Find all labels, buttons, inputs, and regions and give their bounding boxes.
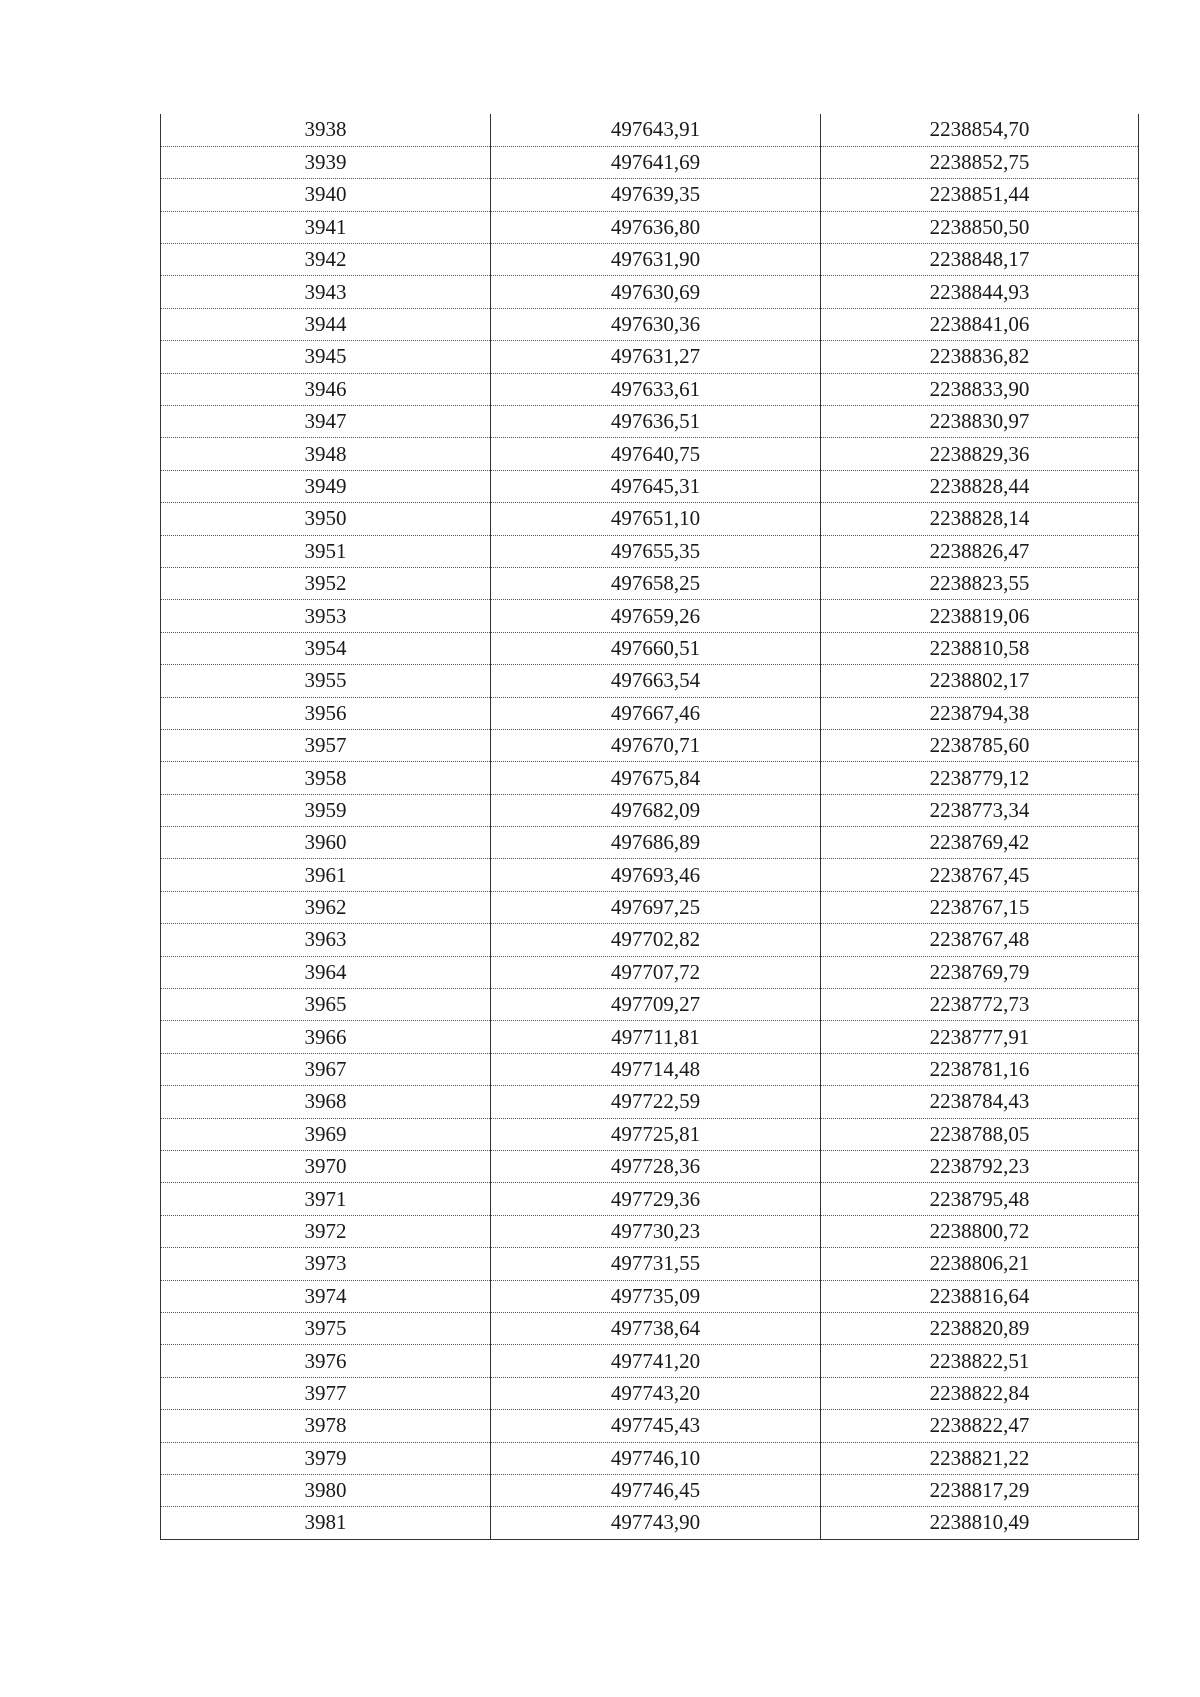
y-coordinate-cell: 2238817,29 [821, 1474, 1139, 1506]
table-row [161, 1345, 1139, 1377]
x-coordinate-cell: 497633,61 [491, 373, 821, 405]
table-row [161, 535, 1139, 567]
x-coordinate-cell: 497658,25 [491, 567, 821, 599]
point-number-cell: 3942 [161, 244, 491, 276]
y-coordinate-cell: 2238788,05 [821, 1118, 1139, 1150]
x-coordinate-cell: 497682,09 [491, 794, 821, 826]
x-coordinate-cell: 497735,09 [491, 1280, 821, 1312]
table-row [161, 1410, 1139, 1442]
point-number-cell: 3950 [161, 503, 491, 535]
point-number-cell: 3953 [161, 600, 491, 632]
point-number-cell: 3970 [161, 1151, 491, 1183]
point-number-cell: 3959 [161, 794, 491, 826]
point-number-cell: 3944 [161, 308, 491, 340]
table-row [161, 891, 1139, 923]
x-coordinate-cell: 497746,45 [491, 1474, 821, 1506]
point-number-cell: 3981 [161, 1507, 491, 1539]
table-row [161, 956, 1139, 988]
table-row [161, 600, 1139, 632]
x-coordinate-cell: 497745,43 [491, 1410, 821, 1442]
x-coordinate-cell: 497725,81 [491, 1118, 821, 1150]
y-coordinate-cell: 2238854,70 [821, 114, 1139, 146]
y-coordinate-cell: 2238784,43 [821, 1086, 1139, 1118]
x-coordinate-cell: 497743,20 [491, 1377, 821, 1409]
y-coordinate-cell: 2238773,34 [821, 794, 1139, 826]
point-number-cell: 3947 [161, 406, 491, 438]
table-row [161, 211, 1139, 243]
coordinates-table-body [161, 114, 1139, 1539]
x-coordinate-cell: 497630,69 [491, 276, 821, 308]
point-number-cell: 3943 [161, 276, 491, 308]
x-coordinate-cell: 497667,46 [491, 697, 821, 729]
y-coordinate-cell: 2238816,64 [821, 1280, 1139, 1312]
table-row [161, 341, 1139, 373]
table-row [161, 567, 1139, 599]
point-number-cell: 3941 [161, 211, 491, 243]
point-number-cell: 3973 [161, 1248, 491, 1280]
table-row [161, 924, 1139, 956]
y-coordinate-cell: 2238781,16 [821, 1053, 1139, 1085]
y-coordinate-cell: 2238841,06 [821, 308, 1139, 340]
table-row [161, 244, 1139, 276]
y-coordinate-cell: 2238820,89 [821, 1312, 1139, 1344]
x-coordinate-cell: 497630,36 [491, 308, 821, 340]
x-coordinate-cell: 497651,10 [491, 503, 821, 535]
point-number-cell: 3955 [161, 665, 491, 697]
point-number-cell: 3971 [161, 1183, 491, 1215]
table-row [161, 1053, 1139, 1085]
point-number-cell: 3972 [161, 1215, 491, 1247]
y-coordinate-cell: 2238800,72 [821, 1215, 1139, 1247]
table-row [161, 1507, 1139, 1539]
table-row [161, 406, 1139, 438]
y-coordinate-cell: 2238795,48 [821, 1183, 1139, 1215]
table-row [161, 729, 1139, 761]
y-coordinate-cell: 2238822,47 [821, 1410, 1139, 1442]
x-coordinate-cell: 497714,48 [491, 1053, 821, 1085]
table-row [161, 1183, 1139, 1215]
table-row [161, 276, 1139, 308]
x-coordinate-cell: 497641,69 [491, 146, 821, 178]
y-coordinate-cell: 2238792,23 [821, 1151, 1139, 1183]
point-number-cell: 3946 [161, 373, 491, 405]
point-number-cell: 3979 [161, 1442, 491, 1474]
x-coordinate-cell: 497655,35 [491, 535, 821, 567]
point-number-cell: 3957 [161, 729, 491, 761]
point-number-cell: 3949 [161, 470, 491, 502]
point-number-cell: 3966 [161, 1021, 491, 1053]
point-number-cell: 3939 [161, 146, 491, 178]
x-coordinate-cell: 497743,90 [491, 1507, 821, 1539]
point-number-cell: 3969 [161, 1118, 491, 1150]
x-coordinate-cell: 497645,31 [491, 470, 821, 502]
x-coordinate-cell: 497697,25 [491, 891, 821, 923]
y-coordinate-cell: 2238833,90 [821, 373, 1139, 405]
y-coordinate-cell: 2238828,44 [821, 470, 1139, 502]
table-row [161, 1151, 1139, 1183]
x-coordinate-cell: 497729,36 [491, 1183, 821, 1215]
x-coordinate-cell: 497731,55 [491, 1248, 821, 1280]
y-coordinate-cell: 2238806,21 [821, 1248, 1139, 1280]
y-coordinate-cell: 2238844,93 [821, 276, 1139, 308]
x-coordinate-cell: 497730,23 [491, 1215, 821, 1247]
x-coordinate-cell: 497707,72 [491, 956, 821, 988]
table-row [161, 1442, 1139, 1474]
y-coordinate-cell: 2238777,91 [821, 1021, 1139, 1053]
x-coordinate-cell: 497746,10 [491, 1442, 821, 1474]
y-coordinate-cell: 2238826,47 [821, 535, 1139, 567]
x-coordinate-cell: 497702,82 [491, 924, 821, 956]
x-coordinate-cell: 497636,51 [491, 406, 821, 438]
y-coordinate-cell: 2238836,82 [821, 341, 1139, 373]
point-number-cell: 3980 [161, 1474, 491, 1506]
x-coordinate-cell: 497660,51 [491, 632, 821, 664]
y-coordinate-cell: 2238769,79 [821, 956, 1139, 988]
x-coordinate-cell: 497722,59 [491, 1086, 821, 1118]
point-number-cell: 3976 [161, 1345, 491, 1377]
point-number-cell: 3965 [161, 989, 491, 1021]
table-row [161, 114, 1139, 146]
table-row [161, 762, 1139, 794]
y-coordinate-cell: 2238823,55 [821, 567, 1139, 599]
point-number-cell: 3962 [161, 891, 491, 923]
x-coordinate-cell: 497728,36 [491, 1151, 821, 1183]
y-coordinate-cell: 2238810,49 [821, 1507, 1139, 1539]
x-coordinate-cell: 497631,27 [491, 341, 821, 373]
table-row [161, 794, 1139, 826]
point-number-cell: 3964 [161, 956, 491, 988]
x-coordinate-cell: 497709,27 [491, 989, 821, 1021]
x-coordinate-cell: 497640,75 [491, 438, 821, 470]
y-coordinate-cell: 2238829,36 [821, 438, 1139, 470]
table-row [161, 1312, 1139, 1344]
table-row [161, 308, 1139, 340]
point-number-cell: 3940 [161, 179, 491, 211]
y-coordinate-cell: 2238810,58 [821, 632, 1139, 664]
table-row [161, 470, 1139, 502]
y-coordinate-cell: 2238822,51 [821, 1345, 1139, 1377]
table-row [161, 1118, 1139, 1150]
table-row [161, 438, 1139, 470]
y-coordinate-cell: 2238850,50 [821, 211, 1139, 243]
table-row [161, 859, 1139, 891]
y-coordinate-cell: 2238848,17 [821, 244, 1139, 276]
table-row [161, 697, 1139, 729]
x-coordinate-cell: 497631,90 [491, 244, 821, 276]
point-number-cell: 3975 [161, 1312, 491, 1344]
table-row [161, 373, 1139, 405]
point-number-cell: 3977 [161, 1377, 491, 1409]
point-number-cell: 3960 [161, 827, 491, 859]
table-row [161, 146, 1139, 178]
y-coordinate-cell: 2238851,44 [821, 179, 1139, 211]
point-number-cell: 3952 [161, 567, 491, 599]
y-coordinate-cell: 2238785,60 [821, 729, 1139, 761]
y-coordinate-cell: 2238821,22 [821, 1442, 1139, 1474]
point-number-cell: 3961 [161, 859, 491, 891]
point-number-cell: 3974 [161, 1280, 491, 1312]
table-row [161, 1086, 1139, 1118]
x-coordinate-cell: 497711,81 [491, 1021, 821, 1053]
point-number-cell: 3948 [161, 438, 491, 470]
point-number-cell: 3958 [161, 762, 491, 794]
table-row [161, 1021, 1139, 1053]
point-number-cell: 3956 [161, 697, 491, 729]
x-coordinate-cell: 497659,26 [491, 600, 821, 632]
x-coordinate-cell: 497675,84 [491, 762, 821, 794]
table-row [161, 827, 1139, 859]
y-coordinate-cell: 2238830,97 [821, 406, 1139, 438]
table-row [161, 665, 1139, 697]
table-row [161, 1215, 1139, 1247]
x-coordinate-cell: 497741,20 [491, 1345, 821, 1377]
x-coordinate-cell: 497643,91 [491, 114, 821, 146]
x-coordinate-cell: 497663,54 [491, 665, 821, 697]
table-row [161, 1280, 1139, 1312]
y-coordinate-cell: 2238819,06 [821, 600, 1139, 632]
y-coordinate-cell: 2238779,12 [821, 762, 1139, 794]
point-number-cell: 3967 [161, 1053, 491, 1085]
point-number-cell: 3968 [161, 1086, 491, 1118]
y-coordinate-cell: 2238767,15 [821, 891, 1139, 923]
y-coordinate-cell: 2238772,73 [821, 989, 1139, 1021]
coordinates-table [160, 114, 1139, 1540]
y-coordinate-cell: 2238769,42 [821, 827, 1139, 859]
y-coordinate-cell: 2238802,17 [821, 665, 1139, 697]
table-row [161, 989, 1139, 1021]
table-row [161, 1377, 1139, 1409]
table-row [161, 1474, 1139, 1506]
x-coordinate-cell: 497686,89 [491, 827, 821, 859]
table-row [161, 1248, 1139, 1280]
y-coordinate-cell: 2238767,48 [821, 924, 1139, 956]
y-coordinate-cell: 2238794,38 [821, 697, 1139, 729]
table-row [161, 503, 1139, 535]
y-coordinate-cell: 2238828,14 [821, 503, 1139, 535]
y-coordinate-cell: 2238822,84 [821, 1377, 1139, 1409]
point-number-cell: 3963 [161, 924, 491, 956]
table-row [161, 179, 1139, 211]
point-number-cell: 3938 [161, 114, 491, 146]
y-coordinate-cell: 2238852,75 [821, 146, 1139, 178]
x-coordinate-cell: 497670,71 [491, 729, 821, 761]
x-coordinate-cell: 497693,46 [491, 859, 821, 891]
y-coordinate-cell: 2238767,45 [821, 859, 1139, 891]
x-coordinate-cell: 497636,80 [491, 211, 821, 243]
point-number-cell: 3951 [161, 535, 491, 567]
point-number-cell: 3945 [161, 341, 491, 373]
x-coordinate-cell: 497639,35 [491, 179, 821, 211]
point-number-cell: 3954 [161, 632, 491, 664]
x-coordinate-cell: 497738,64 [491, 1312, 821, 1344]
table-row [161, 632, 1139, 664]
point-number-cell: 3978 [161, 1410, 491, 1442]
